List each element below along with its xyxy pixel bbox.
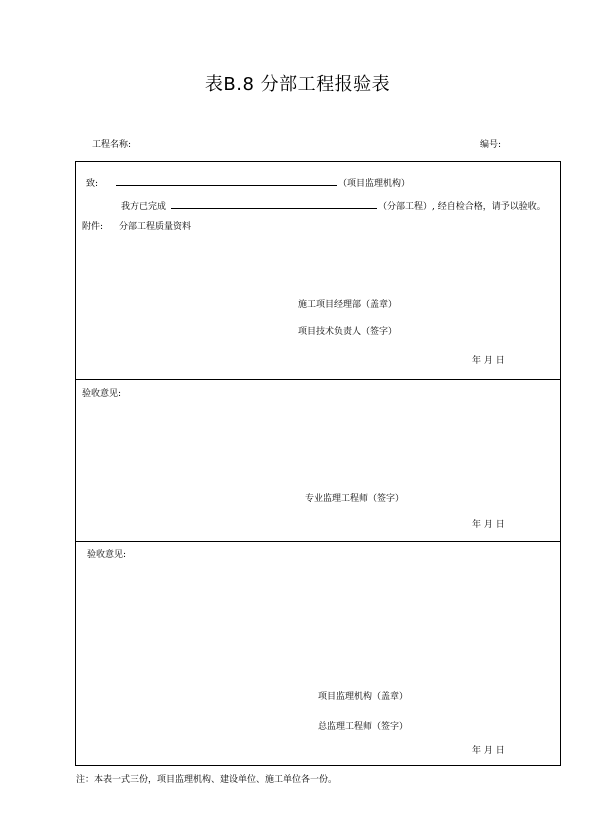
footer-note: 注：本表一式三份，项目监理机构、建设单位、施工单位各一份。 <box>76 775 338 785</box>
form-frame <box>75 161 561 766</box>
project-name-label: 工程名称: <box>92 140 132 150</box>
completed-prefix: 我方已完成 <box>121 202 167 212</box>
number-label: 编号: <box>480 140 502 150</box>
construction-dept-seal: 施工项目经理部（盖章） <box>298 300 398 310</box>
section-divider-1 <box>75 379 561 380</box>
completed-suffix: （分部工程）, 经自检合格，请予以验收。 <box>378 202 546 212</box>
tech-lead-signature: 项目技术负责人（签字） <box>298 327 398 337</box>
attachment-label: 附件: <box>82 222 104 232</box>
section2-date: 年 月 日 <box>472 520 505 530</box>
attachment-value: 分部工程质量资料 <box>119 222 192 232</box>
section-divider-2 <box>75 541 561 542</box>
form-title: 表B.8 分部工程报验表 <box>204 74 391 95</box>
supervision-org-seal: 项目监理机构（盖章） <box>318 692 409 702</box>
acceptance-opinion-label-2: 验收意见: <box>87 550 127 560</box>
chief-supervisor-signature: 总监理工程师（签字） <box>318 722 409 732</box>
acceptance-opinion-label-1: 验收意见: <box>82 389 122 399</box>
supervision-org-suffix: （项目监理机构） <box>338 179 411 189</box>
section1-date: 年 月 日 <box>472 356 505 366</box>
section3-date: 年 月 日 <box>472 746 505 756</box>
supervision-org-field[interactable] <box>116 185 337 186</box>
subproject-field[interactable] <box>171 208 377 209</box>
supervisor-signature: 专业监理工程师（签字） <box>305 494 405 504</box>
to-label: 致: <box>86 179 99 189</box>
